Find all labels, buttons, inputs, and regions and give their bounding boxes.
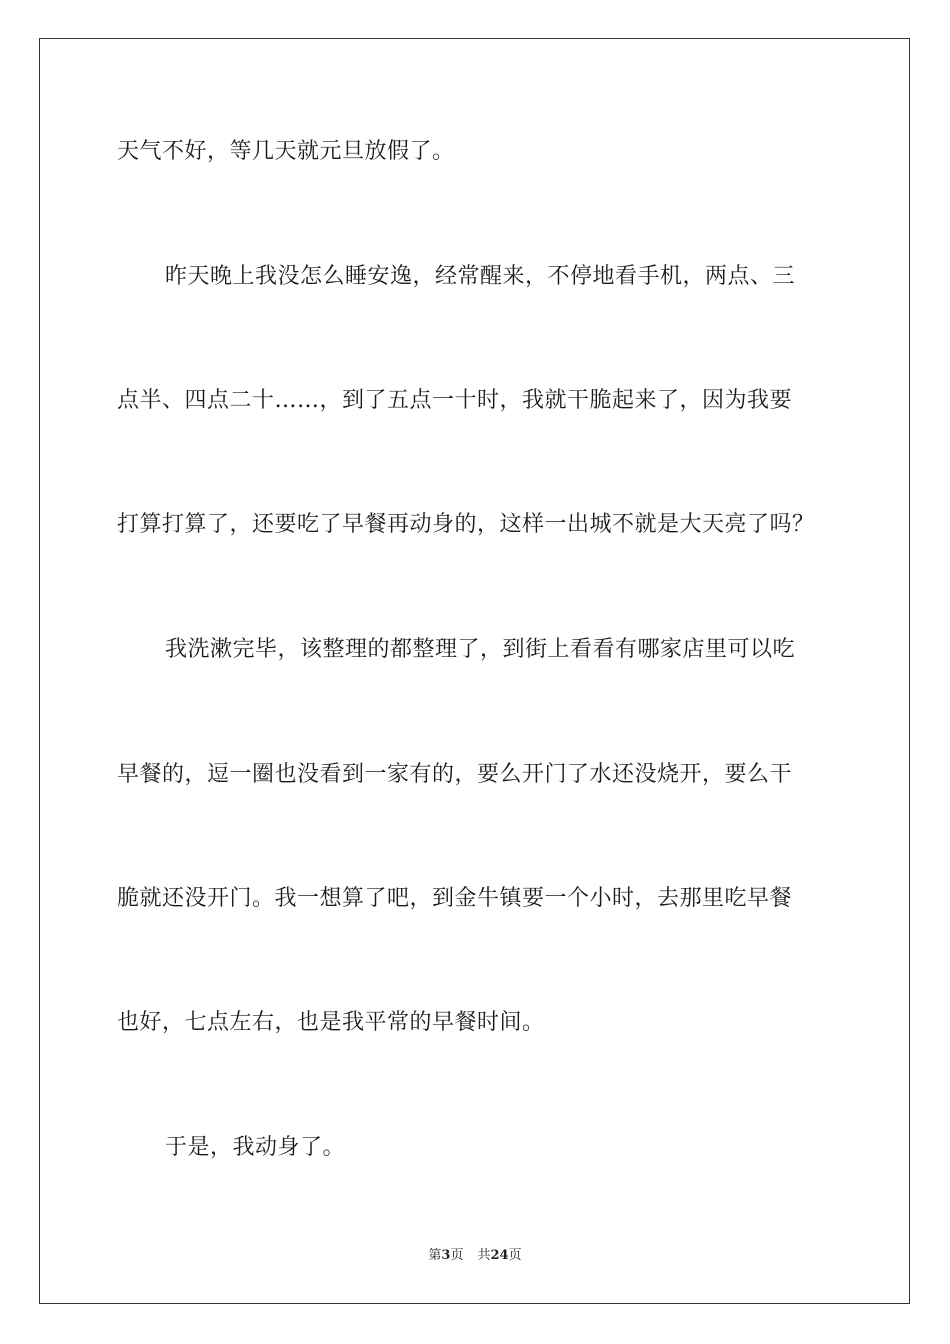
text-line-8: 也好，七点左右，也是我平常的早餐时间。: [117, 1010, 545, 1035]
text-line-5: 我洗漱完毕，该整理的都整理了，到街上看看有哪家店里可以吃: [165, 637, 796, 662]
page-border: [39, 38, 910, 1304]
text-line-3: 点半、四点二十……，到了五点一十时，我就干脆起来了，因为我要: [117, 388, 793, 413]
text-line-2: 昨天晚上我没怎么睡安逸，经常醒来，不停地看手机，两点、三: [165, 264, 796, 289]
text-line-1: 天气不好，等几天就元旦放假了。: [117, 139, 455, 164]
text-line-7: 脆就还没开门。我一想算了吧，到金牛镇要一个小时，去那里吃早餐: [117, 886, 793, 911]
total-suffix: 页: [508, 1248, 522, 1263]
text-line-9: 于是，我动身了。: [165, 1135, 346, 1160]
page-prefix: 第: [428, 1248, 442, 1263]
total-pages: 24: [490, 1248, 509, 1263]
total-prefix: 共: [477, 1248, 491, 1263]
page-suffix: 页: [450, 1248, 464, 1263]
page-footer: [0, 1247, 950, 1265]
text-line-4: 打算打算了，还要吃了早餐再动身的，这样一出城不就是大天亮了吗？: [117, 512, 815, 537]
text-line-6: 早餐的，逗一圈也没看到一家有的，要么开门了水还没烧开，要么干: [117, 762, 793, 787]
page-number: 3: [441, 1248, 451, 1263]
